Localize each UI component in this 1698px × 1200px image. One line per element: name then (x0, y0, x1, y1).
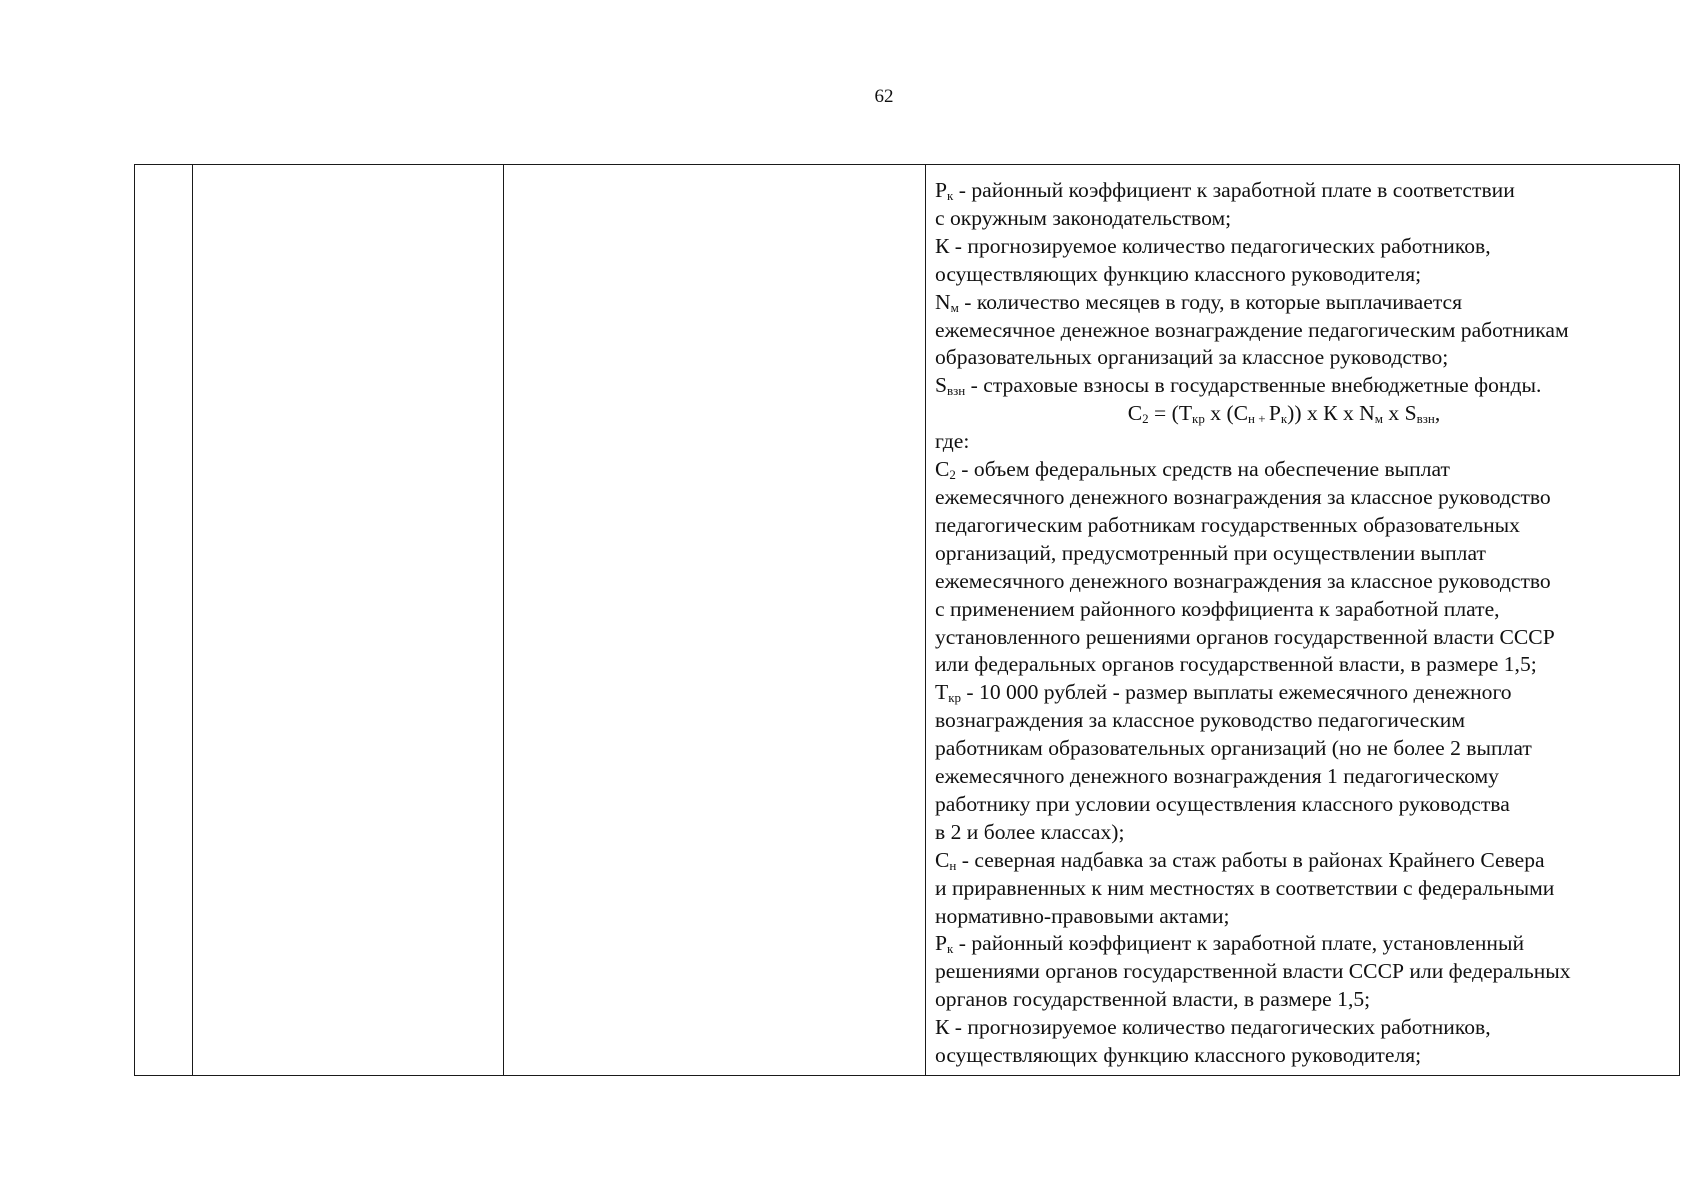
line-text: - северная надбавка за стаж работы в районах Крайнего Севера (956, 847, 1545, 872)
document-table (134, 164, 1680, 1076)
formula-c2: $С_2 = (Т_{кр}$ х ($С_{н +}$ $Р_к$)) х К х $N_м$ х $S_{взн}$, (1127, 401, 1441, 427)
symbol-subscript: кр (948, 690, 962, 706)
page-number: 62 (874, 86, 894, 107)
text-line (935, 1014, 1673, 1042)
text-line (935, 512, 1673, 540)
line-text: решениями органов государственной власти СССР или федеральных (935, 959, 1571, 984)
text-line (935, 428, 1673, 456)
symbol-subscript: 2 (949, 467, 956, 483)
table-cell-number (135, 165, 193, 1076)
text-line (935, 484, 1673, 512)
line-text: установленного решениями органов государственной власти СССР (935, 624, 1555, 649)
table-row (135, 165, 1680, 1076)
line-text: ежемесячного денежного вознаграждения за классное руководство (935, 568, 1551, 593)
table-cell-description (504, 165, 926, 1076)
line-text: - районный коэффициент к заработной плате в соответствии (953, 178, 1515, 202)
symbol: С (935, 457, 950, 482)
line-text: в 2 и более классах); (935, 819, 1125, 844)
text-line (935, 568, 1673, 596)
text-line (935, 735, 1673, 763)
symbol: N (935, 289, 951, 314)
symbol-subscript: взн (947, 383, 966, 399)
line-text: ежемесячное денежное вознаграждение педагогическим работникам (935, 317, 1569, 342)
table-cell-methodology (926, 165, 1680, 1076)
text-line (935, 177, 1673, 205)
text-line (935, 344, 1673, 372)
symbol: Р (935, 931, 948, 956)
text-line (935, 707, 1673, 735)
text-line (935, 875, 1673, 903)
symbol: Р (935, 178, 948, 202)
symbol-subscript: м (950, 299, 959, 315)
text-line (935, 540, 1673, 568)
text-line (935, 763, 1673, 791)
line-text: работнику при условии осуществления классного руководства (935, 791, 1510, 816)
text-line (935, 930, 1673, 958)
line-text: с окружным законодательством; (935, 205, 1232, 230)
text-line (935, 596, 1673, 624)
line-text: осуществляющих функцию классного руководителя; (935, 261, 1422, 286)
text-line (935, 819, 1673, 847)
line-text: К - прогнозируемое количество педагогических работников, (935, 1015, 1491, 1040)
symbol-subscript: к (947, 941, 954, 957)
line-text: органов государственной власти, в размере 1,5; (935, 987, 1371, 1012)
line-text: ежемесячного денежного вознаграждения за классное руководство (935, 484, 1551, 509)
symbol: С (935, 847, 950, 872)
line-text: работникам образовательных организаций (но не более 2 выплат (935, 736, 1532, 761)
line-text: осуществляющих функцию классного руководителя; (935, 1043, 1422, 1068)
line-text: с применением районного коэффициента к заработной плате, (935, 596, 1500, 621)
text-line (935, 679, 1673, 707)
text-line (935, 261, 1673, 289)
line-text: - объем федеральных средств на обеспечение выплат (955, 457, 1450, 482)
line-text: организаций, предусмотренный при осуществлении выплат (935, 540, 1486, 565)
symbol-subscript: н (949, 857, 957, 873)
text-line (935, 289, 1673, 317)
text-line (935, 372, 1673, 400)
text-line (935, 1042, 1673, 1070)
symbol: S (935, 373, 948, 398)
text-line (935, 205, 1673, 233)
text-line (935, 456, 1673, 484)
line-text: нормативно-правовыми актами; (935, 903, 1230, 928)
line-text: - количество месяцев в году, в которые выплачивается (958, 289, 1463, 314)
line-text: - районный коэффициент к заработной плате, установленный (953, 931, 1525, 956)
text-line (935, 791, 1673, 819)
line-text: - 10 000 рублей - размер выплаты ежемесячного денежного (961, 680, 1512, 705)
text-line (935, 847, 1673, 875)
line-text: или федеральных органов государственной власти, в размере 1,5; (935, 652, 1537, 677)
text-line (935, 233, 1673, 261)
line-text: образовательных организаций за классное руководство; (935, 345, 1449, 370)
text-line (935, 958, 1673, 986)
line-text: К - прогнозируемое количество педагогических работников, (935, 233, 1491, 258)
text-line (935, 651, 1673, 679)
symbol-subscript: к (947, 188, 954, 203)
line-text: где: (935, 429, 970, 454)
line-text: ежемесячного денежного вознаграждения 1 педагогическому (935, 764, 1499, 789)
line-text: - страховые взносы в государственные внебюджетные фонды. (965, 373, 1542, 398)
symbol: Т (935, 680, 949, 705)
text-line (935, 317, 1673, 345)
definitions-after-formula (935, 428, 1673, 1070)
line-text: и приравненных к ним местностях в соответствии с федеральными (935, 875, 1555, 900)
text-line (935, 624, 1673, 652)
text-line (935, 903, 1673, 931)
text-line (935, 986, 1673, 1014)
definitions-before-formula (935, 177, 1673, 400)
line-text: педагогическим работникам государственных образовательных (935, 512, 1520, 537)
line-text: вознаграждения за классное руководство педагогическим (935, 708, 1466, 733)
table-cell-name (193, 165, 504, 1076)
